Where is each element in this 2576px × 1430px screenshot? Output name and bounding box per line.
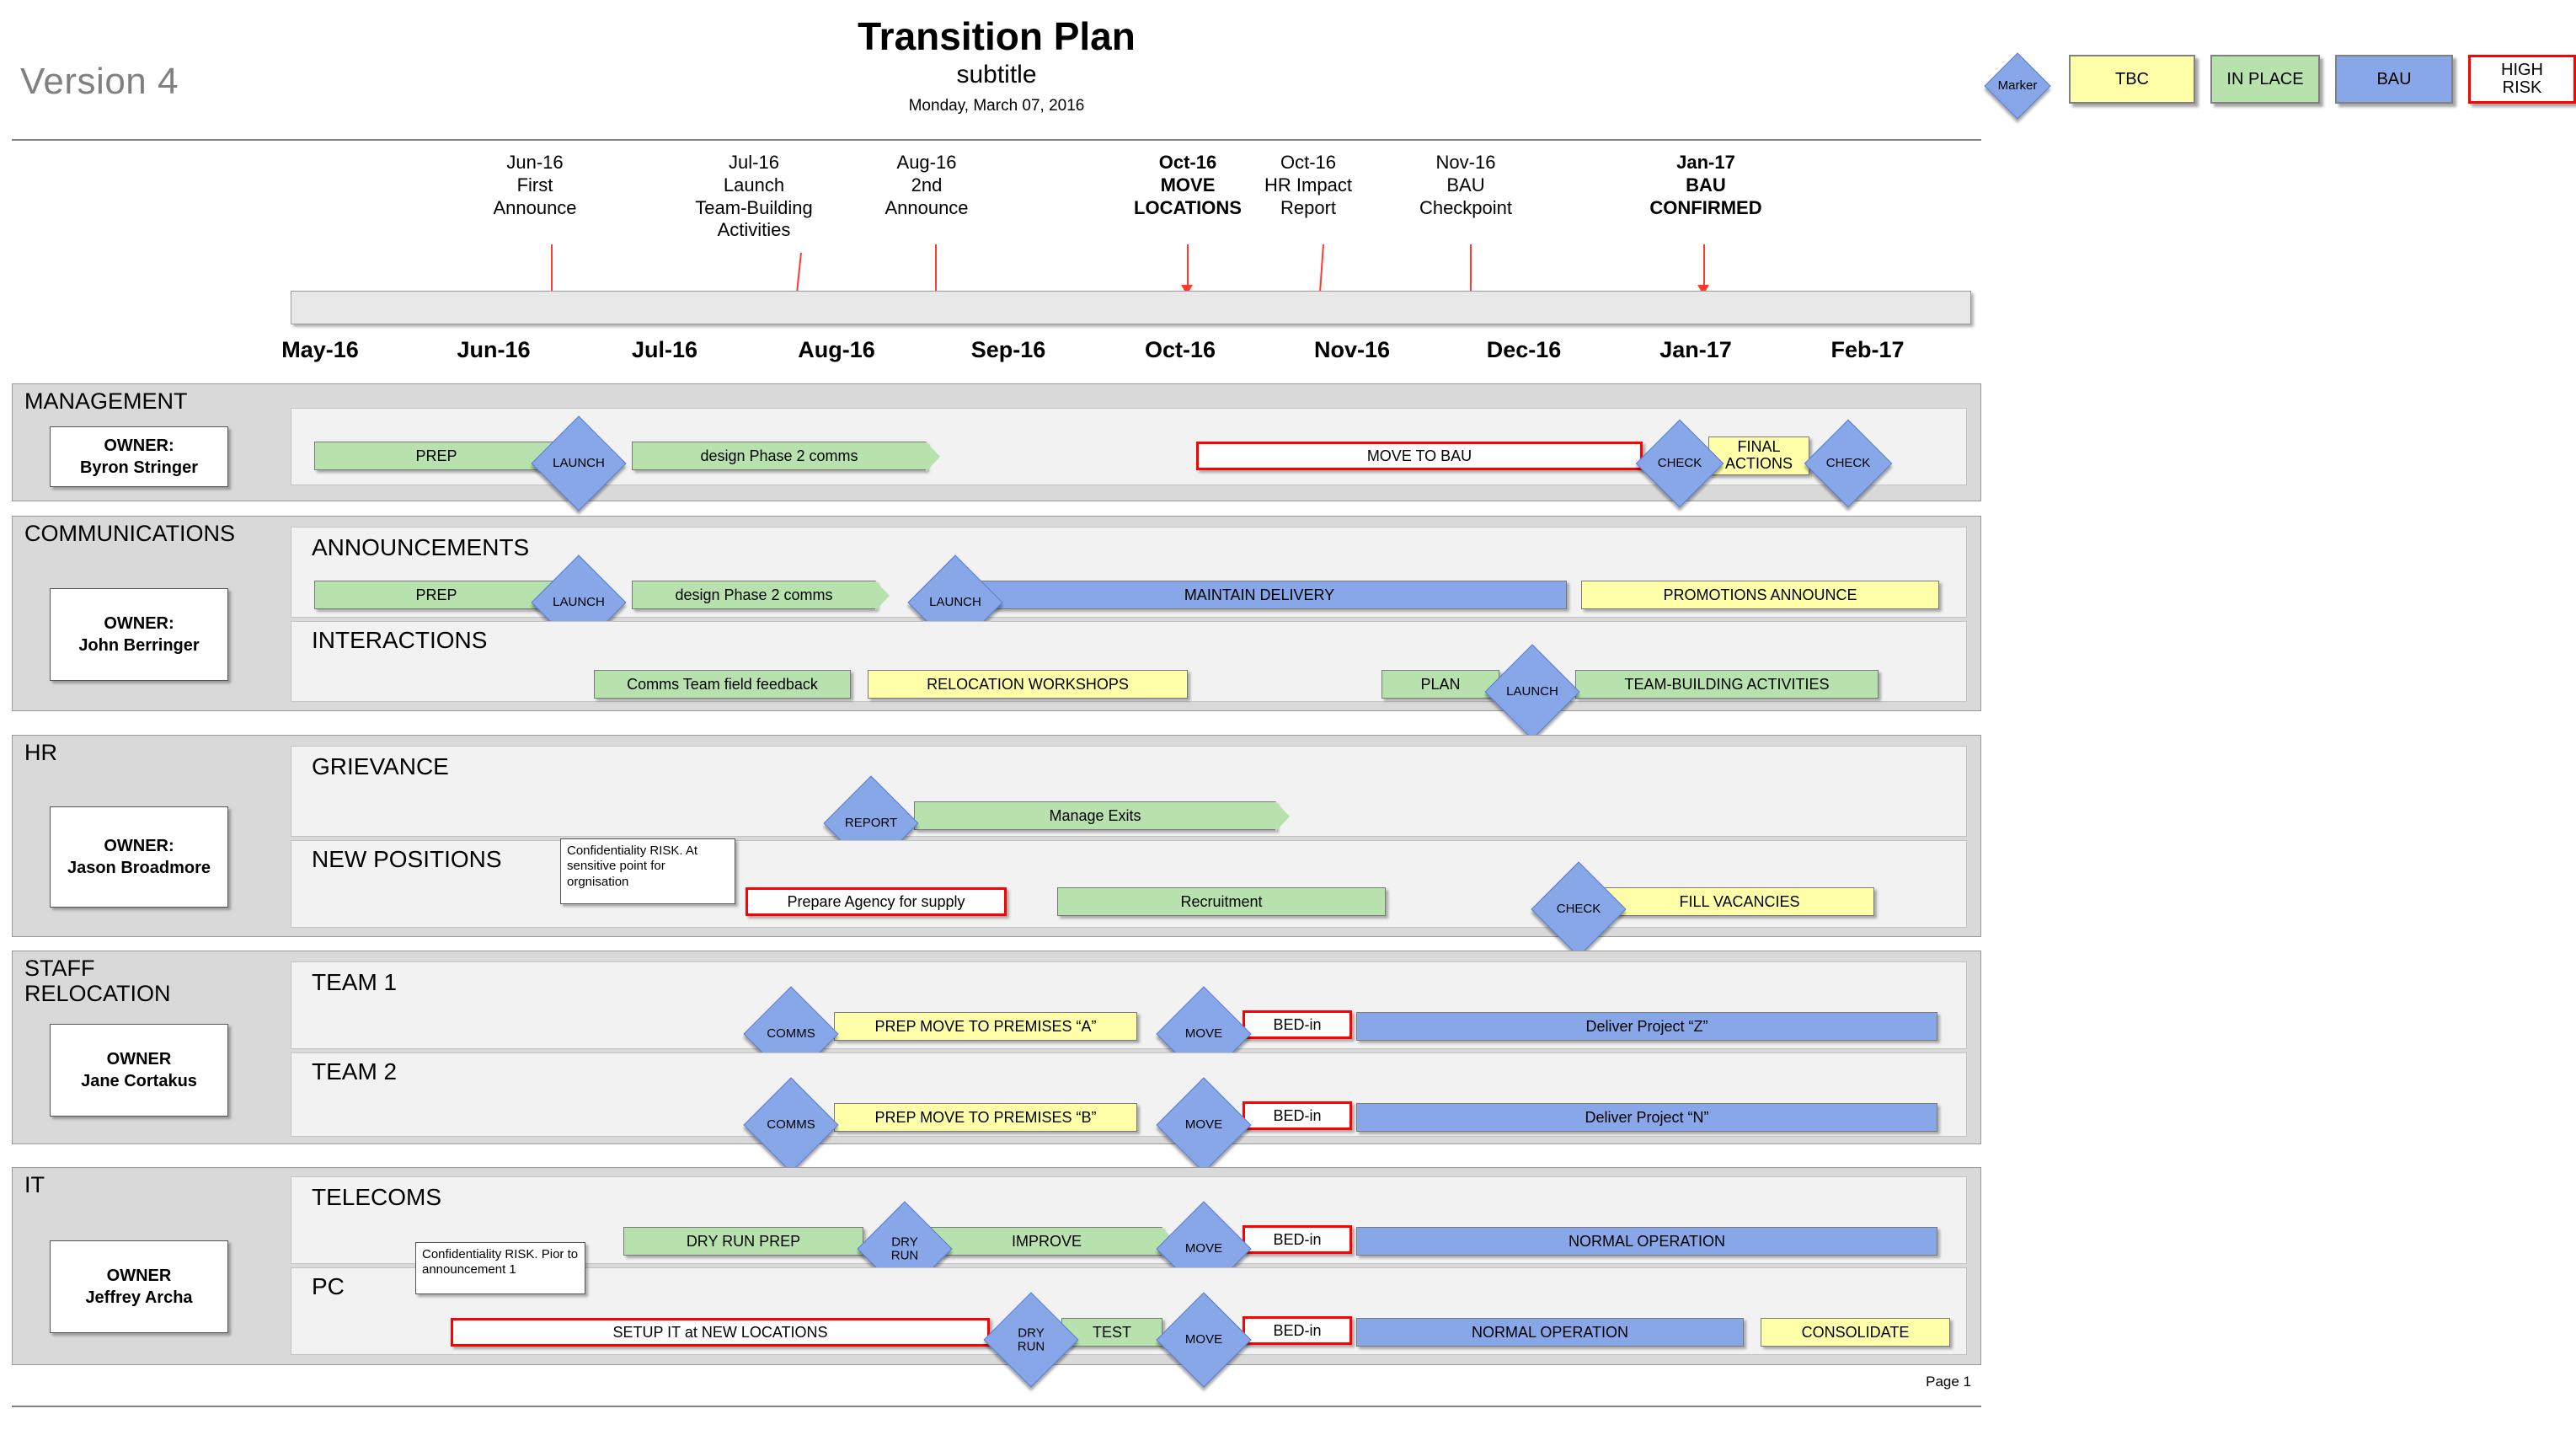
owner-name: Jason Broadmore: [67, 859, 211, 877]
lane-title-staff-relocation: STAFF RELOCATION: [24, 956, 171, 1006]
callout-confidentiality-risk-it: Confidentiality RISK. Pior to announcement 1: [415, 1242, 585, 1294]
bar-relocation-workshops[interactable]: RELOCATION WORKSHOPS: [868, 670, 1188, 699]
diamond-label: MOVE: [1184, 1117, 1223, 1133]
owner-label: OWNER:: [104, 614, 174, 633]
lane-title-it: IT: [24, 1172, 45, 1197]
owner-box-management: [50, 426, 228, 487]
lane-management: [12, 383, 1981, 501]
bar-bed-in-team2[interactable]: BED-in: [1243, 1101, 1352, 1130]
bar-deliver-project-z[interactable]: Deliver Project “Z”: [1356, 1012, 1937, 1041]
milestone-diamond-check-1[interactable]: [1633, 420, 1726, 507]
bar-prepare-agency[interactable]: Prepare Agency for supply: [746, 887, 1007, 916]
milestone-diamond-move-team2[interactable]: [1154, 1078, 1253, 1172]
milestone-line-3: [935, 244, 937, 297]
legend-item-bau: BAU: [2335, 55, 2453, 104]
bar-move-to-bau[interactable]: MOVE TO BAU: [1196, 442, 1643, 470]
owner-name: John Berringer: [78, 636, 200, 655]
legend-item-high-risk: HIGH RISK: [2468, 55, 2576, 104]
lane-title-management: MANAGEMENT: [24, 388, 188, 414]
bar-bed-in-telecoms[interactable]: BED-in: [1243, 1225, 1352, 1254]
bar-design-phase2-comms[interactable]: design Phase 2 comms: [632, 442, 927, 470]
lane-it: [12, 1167, 1981, 1365]
owner-label: OWNER:: [104, 436, 174, 455]
owner-box-staff-relocation: [50, 1024, 228, 1117]
owner-name: Jane Cortakus: [81, 1072, 197, 1090]
milestone-line-6: [1470, 244, 1472, 297]
legend-item-in-place: IN PLACE: [2210, 55, 2320, 104]
lane-title-communications: COMMUNICATIONS: [24, 521, 235, 546]
bar-improve[interactable]: IMPROVE: [931, 1227, 1162, 1256]
owner-box-hr: [50, 806, 228, 908]
milestone-diamond-check-2[interactable]: [1802, 420, 1895, 507]
row-title-pc: PC: [312, 1273, 345, 1299]
axis-tick-jun16: Jun-16: [457, 337, 531, 362]
axis-tick-sep16: Sep-16: [970, 337, 1046, 362]
axis-tick-aug16: Aug-16: [798, 337, 875, 362]
diamond-label: CHECK: [1556, 902, 1601, 917]
bar-promotions-announce[interactable]: PROMOTIONS ANNOUNCE: [1581, 581, 1939, 609]
diamond-label: DRY RUN: [890, 1235, 919, 1262]
diamond-label: LAUNCH: [553, 595, 605, 610]
axis-tick-oct16: Oct-16: [1144, 337, 1216, 362]
milestone-line-1: [551, 244, 553, 297]
owner-name: Byron Stringer: [79, 458, 199, 477]
milestone-diamond-dry-run-pc[interactable]: [981, 1293, 1081, 1387]
bar-setup-it-new-locations[interactable]: SETUP IT at NEW LOCATIONS: [451, 1318, 990, 1347]
milestone-diamond-launch[interactable]: [529, 416, 628, 511]
diamond-label: MOVE: [1184, 1026, 1223, 1042]
axis-tick-jul16: Jul-16: [631, 337, 698, 362]
diamond-label: DRY RUN: [1017, 1326, 1045, 1353]
callout-confidentiality-risk-hr: Confidentiality RISK. At sensitive point for orgnisation: [560, 838, 735, 904]
milestone-diamond-move-pc[interactable]: [1154, 1293, 1253, 1387]
row-title-interactions: INTERACTIONS: [312, 627, 488, 653]
diamond-label: MOVE: [1184, 1332, 1223, 1347]
bar-bed-in-pc[interactable]: BED-in: [1243, 1316, 1352, 1345]
version-label: Version 4: [20, 61, 179, 102]
row-title-team-1: TEAM 1: [312, 969, 398, 995]
bar-manage-exits[interactable]: Manage Exits: [914, 801, 1276, 830]
lane-communications: [12, 516, 1981, 711]
owner-box-it: [50, 1240, 228, 1333]
bar-plan[interactable]: PLAN: [1382, 670, 1499, 699]
page-subtitle: subtitle: [956, 61, 1037, 88]
milestone-line-4: [1187, 244, 1189, 285]
milestone-oct16-hr-impact-report: Oct-16 HR Impact Report: [1264, 152, 1352, 218]
milestone-jun16-first-announce: Jun-16 First Announce: [493, 152, 577, 218]
owner-box-communications: [50, 588, 228, 681]
bar-dry-run-prep[interactable]: DRY RUN PREP: [623, 1227, 863, 1256]
header-divider: [12, 139, 1981, 141]
row-title-team-2: TEAM 2: [312, 1058, 398, 1085]
row-title-announcements: ANNOUNCEMENTS: [312, 534, 530, 560]
diamond-label: LAUNCH: [929, 595, 981, 610]
bar-prep-comms[interactable]: PREP: [314, 581, 558, 609]
owner-label: OWNER: [106, 1267, 172, 1285]
bar-team-building-activities[interactable]: TEAM-BUILDING ACTIVITIES: [1575, 670, 1879, 699]
bar-design-phase2-comms-2[interactable]: design Phase 2 comms: [632, 581, 876, 609]
owner-label: OWNER: [106, 1050, 172, 1068]
bar-prep-move-premises-b[interactable]: PREP MOVE TO PREMISES “B”: [834, 1103, 1137, 1132]
axis-tick-feb17: Feb-17: [1830, 337, 1905, 362]
bar-consolidate[interactable]: CONSOLIDATE: [1761, 1318, 1950, 1347]
bar-normal-operation-telecoms[interactable]: NORMAL OPERATION: [1356, 1227, 1937, 1256]
bar-prep-move-premises-a[interactable]: PREP MOVE TO PREMISES “A”: [834, 1012, 1137, 1041]
lane-staff-relocation: [12, 951, 1981, 1144]
diamond-label: COMMS: [767, 1026, 815, 1042]
diamond-label: LAUNCH: [553, 456, 605, 471]
diamond-label: LAUNCH: [1506, 684, 1558, 699]
axis-tick-may16: May-16: [281, 337, 359, 362]
diamond-label: REPORT: [844, 816, 898, 831]
diamond-label: MOVE: [1184, 1241, 1223, 1256]
bar-maintain-delivery[interactable]: MAINTAIN DELIVERY: [952, 581, 1567, 609]
axis-tick-jan17: Jan-17: [1659, 337, 1732, 362]
owner-label: OWNER:: [104, 837, 174, 855]
page-title: Transition Plan: [858, 14, 1136, 58]
row-title-grievance: GRIEVANCE: [312, 753, 449, 779]
diamond-label: CHECK: [1657, 456, 1702, 471]
timeline-bar: [291, 291, 1971, 324]
bar-recruitment[interactable]: Recruitment: [1057, 887, 1386, 916]
owner-name: Jeffrey Archa: [85, 1288, 193, 1307]
legend-marker-label: Marker: [1997, 78, 2038, 94]
milestone-nov16-bau-checkpoint: Nov-16 BAU Checkpoint: [1419, 152, 1513, 218]
bar-comms-team-feedback[interactable]: Comms Team field feedback: [594, 670, 851, 699]
milestone-diamond-check-hr[interactable]: [1529, 862, 1628, 956]
bar-normal-operation-pc[interactable]: NORMAL OPERATION: [1356, 1318, 1744, 1347]
page-number: Page 1: [1926, 1374, 1971, 1390]
milestone-jan17-bau-confirmed: Jan-17 BAU CONFIRMED: [1649, 152, 1762, 218]
milestone-aug16-2nd-announce: Aug-16 2nd Announce: [884, 152, 969, 218]
row-title-new-positions: NEW POSITIONS: [312, 846, 502, 872]
bar-test[interactable]: TEST: [1061, 1318, 1162, 1347]
milestone-diamond-launch-interactions[interactable]: [1483, 645, 1582, 739]
diamond-label: COMMS: [767, 1117, 815, 1133]
bar-fill-vacancies[interactable]: FILL VACANCIES: [1605, 887, 1874, 916]
bar-prep[interactable]: PREP: [314, 442, 558, 470]
milestone-oct16-move-locations: Oct-16 MOVE LOCATIONS: [1134, 152, 1242, 218]
legend-marker-diamond: [1985, 53, 2050, 119]
row-title-telecoms: TELECOMS: [312, 1184, 442, 1210]
milestone-jul16-launch-team-building: Jul-16 Launch Team-Building Activities: [695, 152, 813, 241]
axis-tick-dec16: Dec-16: [1486, 337, 1562, 362]
milestone-line-5: [1319, 244, 1324, 293]
diamond-label: CHECK: [1825, 456, 1871, 471]
milestone-line-7: [1703, 244, 1705, 285]
footer-divider: [12, 1406, 1981, 1407]
legend-item-tbc: TBC: [2069, 55, 2195, 104]
milestone-diamond-comms-team2[interactable]: [741, 1078, 841, 1172]
lane-title-hr: HR: [24, 740, 57, 765]
lane-hr: [12, 735, 1981, 937]
page-date: Monday, March 07, 2016: [908, 97, 1085, 115]
bar-final-actions[interactable]: FINAL ACTIONS: [1708, 436, 1809, 475]
bar-deliver-project-n[interactable]: Deliver Project “N”: [1356, 1103, 1937, 1132]
axis-tick-nov16: Nov-16: [1313, 337, 1391, 362]
bar-bed-in-team1[interactable]: BED-in: [1243, 1010, 1352, 1039]
